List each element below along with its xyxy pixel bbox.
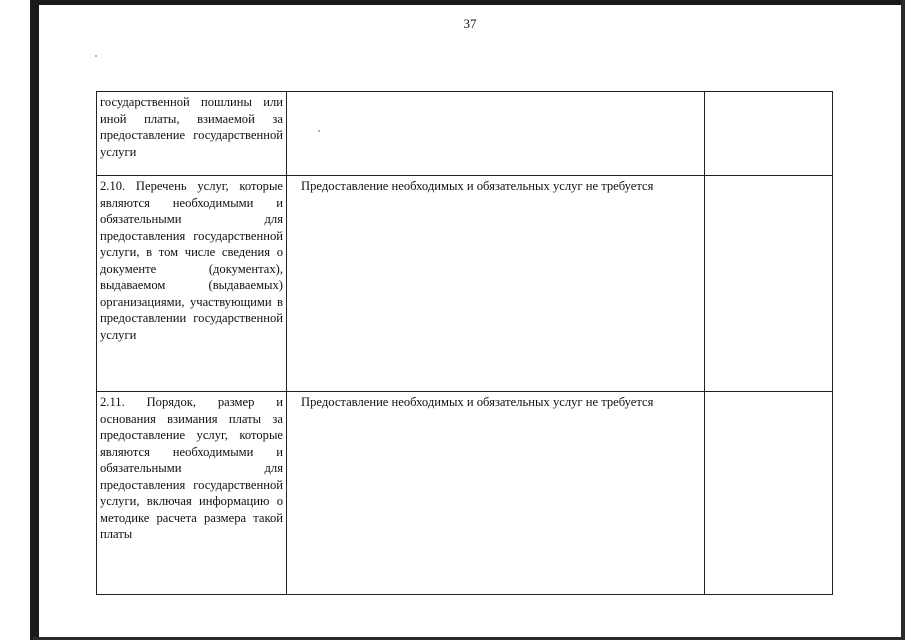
- row-note-cell: [705, 176, 833, 392]
- row-title-cell: 2.11. Порядок, размер и основания взимания платы за предоставление услуг, которые являются необходимыми и обязательными для предоставления государственной услуги, включая информацию о методике расчета размера такой платы: [97, 392, 287, 595]
- table-row: [97, 92, 833, 176]
- row-title-cell: 2.10. Перечень услуг, которые являются необходимыми и обязательными для предоставления государственной услуги, в том числе сведения о документе (документах), выдаваемом (выдаваемых) организациями, участвующими в предоставлении государственной услуги: [97, 176, 287, 392]
- row-content-cell: Предоставление необходимых и обязательных услуг не требуется: [287, 392, 705, 595]
- row-content-cell: Предоставление необходимых и обязательных услуг не требуется: [287, 176, 705, 392]
- scan-edge-right: [901, 0, 905, 640]
- services-table: [96, 91, 833, 595]
- row-title-cell: государственной пошлины или иной платы, взимаемой за предоставление государственной услуги: [97, 92, 287, 176]
- scan-edge-left: [30, 0, 39, 640]
- scan-edge-top: [33, 0, 905, 5]
- row-note-cell: [705, 92, 833, 176]
- row-note-cell: [705, 392, 833, 595]
- table-row: [97, 392, 833, 595]
- table-row: [97, 176, 833, 392]
- scan-speck: [95, 55, 97, 57]
- row-content-cell: [287, 92, 705, 176]
- page-number: 37: [463, 16, 477, 31]
